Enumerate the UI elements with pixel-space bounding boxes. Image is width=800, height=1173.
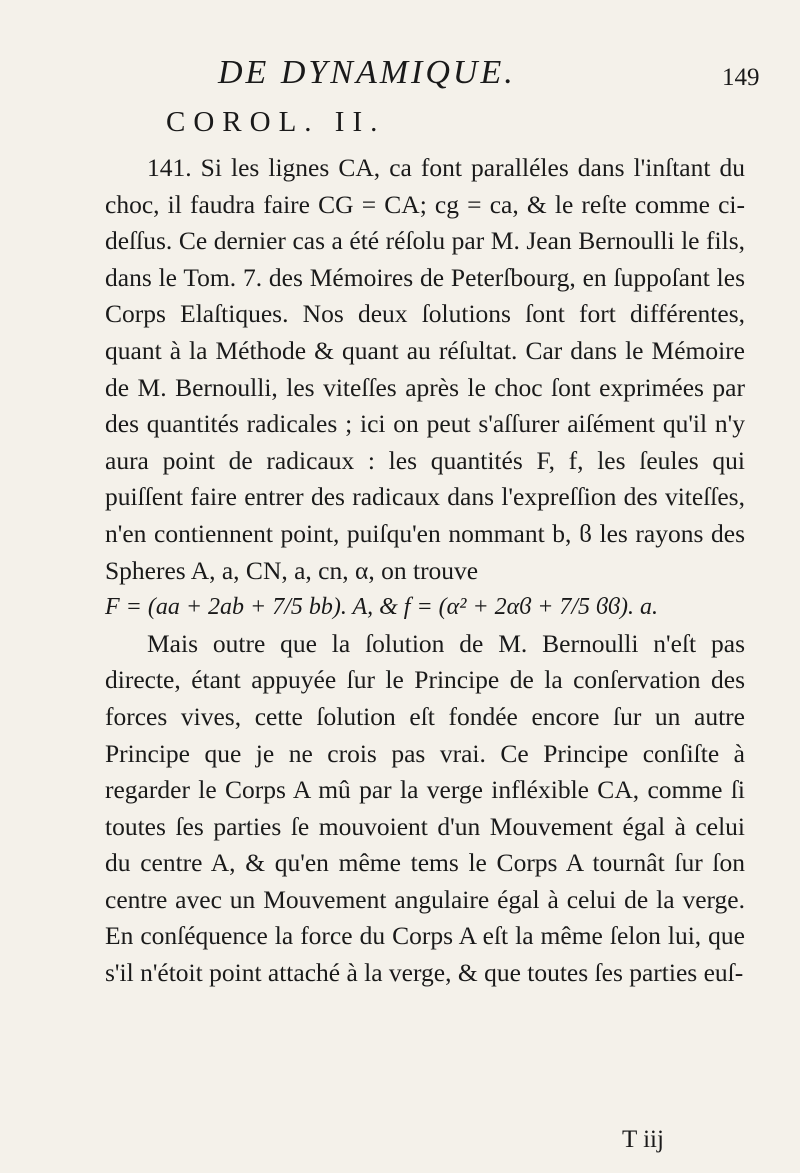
section-title: COROL. II. xyxy=(166,106,386,138)
formula-line: F = (aa + 2ab + 7/5 bb). A, & f = (α² + 2αϐ + 7/5 ϐϐ). a. xyxy=(105,594,658,621)
page-number: 149 xyxy=(722,64,760,91)
signature-mark: T iij xyxy=(622,1126,664,1153)
paragraph-continuation: Mais outre que la ſolution de M. Bernoulli n'eſt pas directe, étant appuyée ſur le Principe de la conſervation des forces vives, cette ſolution eſt fondée encore ſur un autre Principe que je ne crois pas vrai. Ce Principe conſiſte à regarder le Corps A mû par la verge infléxible CA, comme ſi toutes ſes parties ſe mouvoient d'un Mouvement égal à celui du centre A, & qu'en même tems le Corps A tournât ſur ſon centre avec un Mouvement angulaire égal à celui de la verge. En conſéquence la force du Corps A eſt la même ſelon lui, que s'il n'étoit point attaché à la verge, & que toutes ſes parties euſ- xyxy=(105,628,745,988)
paragraph-141: 141. Si les lignes CA, ca font paralléles dans l'inſtant du choc, il faudra faire CG = CA; cg = ca, & le reſte comme ci-deſſus. Ce dernier cas a été réſolu par M. Jean Bernoulli le fils, dans le Tom. 7. des Mémoires de Peterſbourg, en ſuppoſant les Corps Elaſtiques. Nos deux ſolutions ſont fort différentes, quant à la Méthode & quant au réſultat. Car dans le Mémoire de M. Bernoulli, les viteſſes après le choc ſont exprimées par des quantités radicales ; ici on peut s'aſſurer aiſément qu'il n'y aura point de radicaux : les quantités F, f, les ſeules qui puiſſent faire entrer des radicaux dans l'expreſſion des viteſſes, n'en contiennent point, puiſqu'en nommant b, ϐ les rayons des Spheres A, a, CN, a, cn, α, on trouve xyxy=(105,153,745,585)
main-text xyxy=(105,150,745,992)
running-title: DE DYNAMIQUE. xyxy=(218,54,516,91)
